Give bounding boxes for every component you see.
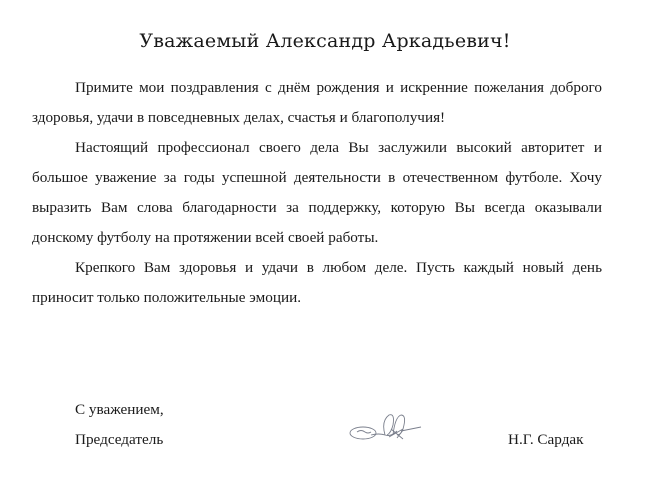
paragraph-greeting: Примите мои поздравления с днём рождения и искренние пожелания доброго здоровья, удачи в повседневных делах, счастья и благополучия! bbox=[32, 79, 602, 126]
paragraph-gratitude: Настоящий профессионал своего дела Вы заслужили высокий авторитет и большое уважение за годы успешной деятельности в отечественном футболе. Хочу выразить Вам слова благодарности за поддержку, которую Вы всегда оказывали донскому футболу на протяжении всей своей работы. bbox=[32, 139, 602, 246]
signature-icon bbox=[345, 405, 425, 445]
signer-name: Н.Г. Сардак bbox=[508, 431, 584, 448]
closing-phrase: С уважением, bbox=[75, 401, 164, 418]
letter-body bbox=[32, 73, 602, 313]
salutation: Уважаемый Александр Аркадьевич! bbox=[139, 30, 511, 52]
paragraph-wishes: Крепкого Вам здоровья и удачи в любом деле. Пусть каждый новый день приносит только положительные эмоции. bbox=[32, 259, 602, 306]
signer-position: Председатель bbox=[75, 431, 164, 448]
